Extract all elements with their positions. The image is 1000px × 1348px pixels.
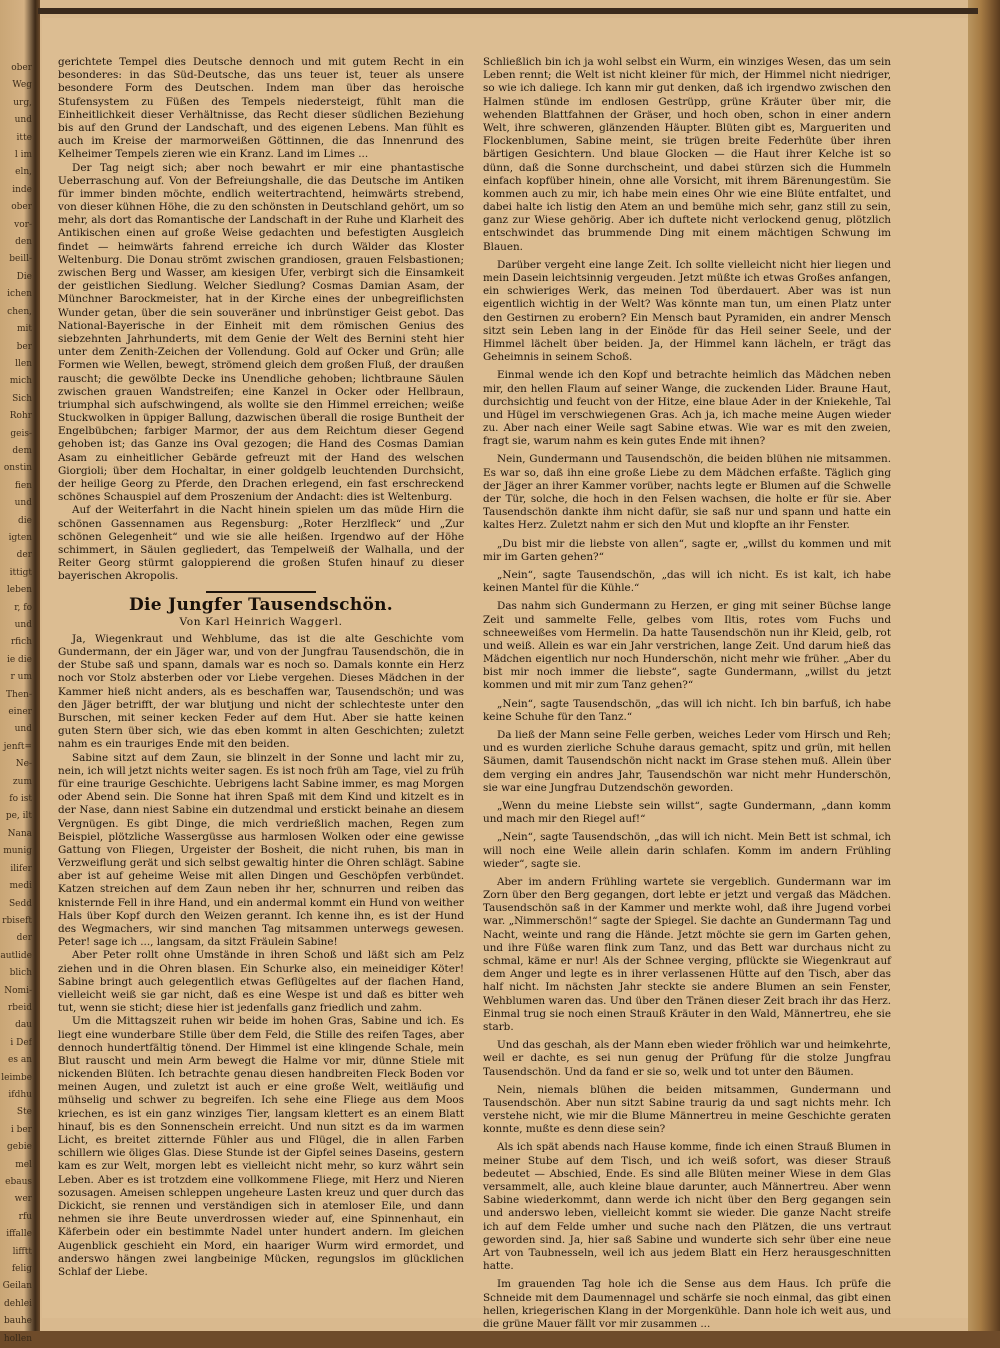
story-paragraph: Nein, niemals blühen die beiden mitsammen, Gundermann und Tausendschön. Aber nun sitzt Sabine traurig da und sagt nichts mehr. Ich verstehe nicht, wie mir die Blume Männertreu in meine Geschichte geraten konnte, mußte es denn diese sein?: [483, 1083, 891, 1136]
story-paragraph: Das nahm sich Gundermann zu Herzen, er ging mit seiner Büchse lange Zeit und sammelte Felle, gelbes vom Iltis, rotes vom Fuchs und schneeweißes vom Hermelin. Da hatte Tausendschön nun ihr Kleid, gelb, rot und weiß. Allein es war ein Jahr verstrichen, lange Zeit. Und darum hieß das Mädchen eigentlich nur noch Hunderschön, nicht mehr wie früher. „Aber du bist mir noch immer die liebste“, sagte Gundermann, „willst du jetzt kommen und mit mir zum Tanz gehen?“: [483, 600, 891, 692]
story-paragraph: Einmal wende ich den Kopf und betrachte heimlich das Mädchen neben mir, den hellen Flaum auf seiner Wange, die zuckenden Lider. Braune Haut, durchsichtig und feucht von der Hitze, eine blaue Ader in der Kniekehle, Tal und Hügel im verschwiegenen Gras. Ach ja, ich mache meine Augen wieder zu. Aber nach einer Weile sagt Sabine etwas. Wie war es mit den zweien, fragt sie, warum nahm es kein gutes Ende mit ihnen?: [483, 369, 891, 448]
margin-fragment: rbiseft: [2, 915, 32, 926]
margin-fragment: inde: [12, 184, 32, 195]
story-paragraph: Um die Mittagszeit ruhen wir beide im hohen Gras, Sabine und ich. Es liegt eine wunderbare Stille über dem Feld, die Stille des reifen Tages, aber dennoch hundertfältig tönend. Der Himmel ist eine klingende Schale, mein Blut rauscht und mein Arm bewegt die Halme vor mir, dünne Stiele mit nickenden Blüten. Ich betrachte genau diesen handbreiten Fleck Boden vor meinen Augen, und zuletzt ist auch er eine große Welt, weitläufig und mühselig und schwer zu begreifen. Ich sehe eine Fliege aus dem Moos kriechen, es ist ein ganz winziges Tier, langsam klettert es an einem Blatt hinauf, bis es den Sonnenschein erreicht. Und nun sitzt es da im warmen Licht, es breitet zitternde Fühler aus und Flügel, die in allen Farben schillern wie öliges Glas. Diese Stunde ist der Gipfel seines Daseins, gestern kam es zur Welt, morgen lebt es vielleicht nicht mehr, so kurz währt sein Leben. Aber es ist trotzdem eine vollkommene Fliege, mit Herz und Nieren sozusagen. Ameisen schleppen ungeheure Lasten kreuz und quer durch das Dickicht, sie rennen und verständigen sich in atemloser Eile, und dann nehmen sie ihre Beute unverdrossen wieder auf, eine Spinnenhaut, ein Käferbein oder ein bestimmte Nadel unter hundert andern. Im gleichen Augenblick geschieht ein Mord, ein haariger Wurm wird ermordet, und anderswo hängen zwei langbeinige Mücken, regungslos im glücklichen Schlaf der Liebe.: [58, 1015, 464, 1278]
margin-fragment: i ber: [10, 1124, 32, 1135]
margin-fragment: gebie: [6, 1142, 32, 1153]
top-rule: [38, 8, 978, 14]
margin-fragment: ittigt: [9, 567, 32, 578]
margin-fragment: blich: [9, 968, 32, 979]
story-paragraph: Und das geschah, als der Mann eben wieder fröhlich war und heimkehrte, weil er dachte, es sei nun genug der Prüfung für die stolze Jungfrau Tausendschön. Und da fand er sie so, welk und tot unter den Bäumen.: [483, 1039, 891, 1078]
margin-fragment: vor-: [14, 219, 32, 230]
margin-fragment: munig: [3, 846, 32, 857]
margin-fragment: rbeid: [7, 1002, 32, 1013]
margin-fragment: geis-: [10, 428, 32, 439]
margin-fragment: r um: [10, 672, 32, 683]
margin-fragment: r, fo: [14, 602, 32, 613]
margin-fragment: beill-: [9, 254, 32, 265]
margin-fragment: leben: [6, 585, 32, 596]
margin-fragment: und: [14, 620, 32, 630]
margin-fragment: autlide: [0, 950, 32, 961]
margin-fragment: mit: [16, 324, 32, 335]
margin-fragment: jenft=: [3, 741, 32, 752]
margin-fragment: Weg: [12, 80, 32, 91]
margin-fragment: der: [16, 933, 32, 944]
margin-fragment: itte: [16, 132, 32, 143]
story-paragraph: Aber Peter rollt ohne Umstände in ihren Schoß und läßt sich am Pelz ziehen und in die Ohren blasen. Ein Schurke also, ein meineidiger Köter! Sabine bringt auch gelegentlich etwas Geflügeltes auf der flachen Hand, vielleicht weiß sie gar nicht, daß es eine Wespe ist und daß es bitter weh tut, wenn sie sticht; diese hier ist jedenfalls ganz friedlich und zahm.: [58, 949, 464, 1015]
story-title: Die Jungfer Tausendschön.: [128, 594, 394, 615]
story-paragraph: „Nein“, sagte Tausendschön, „das will ich nicht. Ich bin barfuß, ich habe keine Schuhe für den Tanz.“: [483, 697, 891, 723]
margin-fragment: Nana: [7, 828, 32, 839]
story-paragraph: Als ich spät abends nach Hause komme, finde ich einen Strauß Blumen in meiner Stube auf dem Tisch, und ich weiß sofort, was dieser Strauß bedeutet — Abschied, Ende. Es sind alle Blüten meiner Wiese in dem Glas versammelt, alle, auch kleine blaue darunter, auch Männertreu. Aber wenn Sabine wiederkommt, dann werde ich nicht über den Berg gegangen sein und anderswo leben, vielleicht kommt sie wieder. Die ganze Nacht streife ich auf dem Felde umher und suche nach den Plätzen, die uns vertraut geworden sind. Ja, hier saß Sabine und wunderte sich sehr über eine neue Art von Taubnesseln, weil ich aus jedem Blatt ein Herz herausgeschnitten hatte.: [483, 1141, 891, 1273]
story-paragraph: Nein, Gundermann und Tausendschön, die beiden blühen nie mitsammen. Es war so, daß ihn eine große Liebe zu dem Mädchen erfaßte. Täglich ging der Jäger an ihrer Kammer vorüber, nachts legte er Blumen auf die Schwelle der Tür, solche, die hoch in den Felsen wachsen, die holte er für sie. Aber Tausendschön dankte ihm nicht dafür, sie saß nur und spann und hatte ein kaltes Herz. Zuletzt nahm er sich den Mut und klopfte an ihr Fenster.: [483, 453, 891, 532]
story-paragraph: Darüber vergeht eine lange Zeit. Ich sollte vielleicht nicht hier liegen und mein Dasein leichtsinnig vergeuden. Jetzt müßte ich etwas Großes anfangen, ein schwieriges Werk, das meinen Tod überdauert. Aber was ist nun eigentlich wichtig in der Welt? Was könnte man tun, um einen Platz unter den Gestirnen zu erobern? Ein Mensch baut Pyramiden, ein andrer Mensch sitzt sein Leben lang in der Einöde für das Heil seiner Seele, und der Himmel lächelt über beiden. Ja, der Himmel kann lächeln, er trägt das Geheimnis in seinem Schoß.: [483, 258, 891, 364]
margin-fragment: llen: [15, 358, 32, 369]
margin-fragment: ebaus: [5, 1177, 32, 1187]
margin-fragment: hollen: [3, 1333, 32, 1344]
left-column: [58, 56, 464, 1279]
margin-fragment: pe, ilt: [5, 811, 32, 822]
margin-fragment: mel: [15, 1159, 32, 1170]
margin-fragment: dehlei: [4, 1298, 32, 1309]
story-paragraph: „Wenn du meine Liebste sein willst“, sagte Gundermann, „dann komm und mach mir den Riegel auf!“: [483, 799, 891, 826]
intro-paragraph: Der Tag neigt sich; aber noch bewahrt er mir eine phantastische Ueberraschung auf. Von der Befreiungshalle, die das Deutsche im Antiken für immer binden möchte, endlich weitertrachtend, heimwärts strebend, von dieser kühnen Höhe, die zu den schönsten in Deutschland gehört, um so mehr, als dort das Romantische der Landschaft in der Ruhe und Klarheit des Antikischen einen auf große Weise gedachten und befestigten Ausgleich findet — heimwärts fahrend erreiche ich durch Wälder das Kloster Weltenburg. Die Donau strömt zwischen grandiosen, grauen Felsbastionen; zwischen Berg und Wasser, am kiesigen Ufer, verbirgt sich die Einsamkeit der geistlichen Siedlung. Welcher Siedlung? Cosmas Damian Asam, der Münchner Barockmeister, hat in der Kirche eines der unbegreiflichsten Wunder getan, über die sein souveräner und inbrünstiger Geist gebot. Das National-Bayerische in der Einheit mit dem römischen Genius des siebzehnten Jahrhunderts, mit dem Genie der Welt des Bernini steht hier unter dem Zenith-Zeichen der Vollendung. Gold auf Ocker und Grün; alle Formen wie Wellen, bewegt, strömend gleich dem großen Fluß, der draußen rauscht; die gewölbte Decke ins Unendliche gehoben; lichtbraune Säulen zwischen grauen Wandstreifen; eine Kanzel in Ocker oder Hellbraun, triumphal sich aufschwingend, als wollte sie den Himmel erreichen; weiße Stuckwolken in üppiger Ballung, dazwischen überall die rosige Buntheit der Engelbübchen; farbiger Marmor, der aus dem Reichtum dieser Gegend gehoben ist; das Ganze ins Oval gezogen; die Hand des Cosmas Damian Asam zu einheitlicher Gebärde gefreuzt mit der Hand des welschen Giorgioli; über dem Hochaltar, in einer goldgelb leuchtenden Durchsicht, der heilige Georg zu Pferde, den Drachen erlegend, ein fast erschreckend schönes Schauspiel auf dem Proszenium der Andacht: dies ist Weltenburg.: [58, 161, 464, 504]
margin-fragment: die: [18, 515, 32, 526]
margin-fragment: ichen: [7, 289, 32, 300]
margin-fragment: und: [14, 115, 32, 126]
margin-fragment: und: [14, 498, 32, 509]
margin-fragment: und: [14, 724, 32, 735]
margin-fragment: dem: [12, 445, 32, 456]
margin-fragment: Sedd: [8, 898, 32, 909]
story-paragraph: Da ließ der Mann seine Felle gerben, weiches Leder vom Hirsch und Reh; und es wurden zierliche Schuhe daraus gemacht, spitz und grün, mit hellen Säumen, damit Tausendschön nicht nackt im Grase stehen muß. Allein über dem verging ein andres Jahr, Tausendschön war nicht mehr Hunderschön, sie war eine Jungfrau Dutzendschön geworden.: [483, 729, 891, 794]
story-byline: Von Karl Heinrich Waggerl.: [179, 615, 343, 628]
story-paragraph: „Nein“, sagte Tausendschön, „das will ich nicht. Mein Bett ist schmal, ich will noch eine Weile allein darin schlafen. Komm im andern Frühling wieder“, sagte sie.: [483, 831, 891, 870]
margin-fragment: ober: [11, 202, 32, 213]
margin-fragment: fien: [14, 480, 32, 491]
margin-fragment: Ste: [16, 1107, 32, 1118]
margin-fragment: medi: [9, 881, 32, 892]
margin-fragment: l im: [14, 150, 32, 161]
right-column: [483, 56, 891, 1331]
margin-fragment: Sich: [12, 393, 32, 404]
left-margin-fragments: [0, 60, 32, 1348]
intro-paragraph: gerichtete Tempel dies Deutsche dennoch und mit gutem Recht in ein besonderes: in das Süd-Deutsche, das uns teuer ist, teuer als unsere besondere Form des Deutschen. Indem man über das heroische Stufensystem zu Füßen des Tempels niedersteigt, fühlt man die Einheitlichkeit dieser Verhältnisse, das Recht dieser südlichen Beziehung bis auf den Grund der Landschaft, und des eigenen Lebens. Man fühlt es auch im Kreise der marmorweißen Göttinnen, die das Innenrund des Kelheimer Tempels zieren wie ein Kranz. Land im Limes ...: [58, 56, 464, 161]
margin-fragment: ilifer: [10, 863, 32, 874]
margin-fragment: eln,: [15, 167, 32, 178]
margin-fragment: fo ist: [9, 794, 32, 805]
margin-fragment: lifftt: [12, 1246, 32, 1257]
margin-fragment: Geilan: [2, 1281, 32, 1292]
story-paragraph: Ja, Wiegenkraut und Wehblume, das ist die alte Geschichte vom Gundermann, der ein Jäger war, und von der Jungfrau Tausendschön, die in der Stube saß und spann, damals war es noch so. Damals konnte ein Herz noch vor Stolz absterben oder vor Liebe vergehen. Dieses Mädchen in der Kammer hieß nicht anders, als es beschaffen war, Tausendschön; und was den Jäger betrifft, der war blutjung und nicht der schlechteste unter den Burschen, mit seiner kecken Feder auf dem Hut. Aber sie hatte keinen guten Stern über sich, wie das eben kommt in alten Geschichten; zuletzt nahm es ein trauriges Ende mit den beiden.: [58, 632, 464, 751]
margin-fragment: den: [15, 237, 32, 248]
margin-fragment: einer: [8, 707, 32, 718]
margin-fragment: ober: [11, 63, 32, 73]
margin-fragment: dau: [15, 1020, 32, 1031]
margin-fragment: leimbe: [1, 1072, 32, 1083]
intro-article: [58, 56, 464, 584]
story-paragraph: Im grauenden Tag hole ich die Sense aus dem Haus. Ich prüfe die Schneide mit dem Daumennagel und schärfe sie noch einmal, das gibt einen hellen, kriegerischen Klang in der Morgenkühle. Dann hole ich weit aus, und die grüne Mauer fällt vor mir zusammen ...: [483, 1278, 891, 1330]
margin-fragment: rfu: [18, 1211, 32, 1222]
margin-fragment: Then-: [6, 689, 32, 700]
story-paragraph: „Nein“, sagte Tausendschön, „das will ich nicht. Es ist kalt, ich habe keinen Mantel für die Kühle.“: [483, 568, 891, 595]
margin-fragment: Die: [16, 271, 32, 282]
margin-fragment: bauhe: [3, 1316, 32, 1327]
margin-fragment: felig: [11, 1264, 32, 1275]
section-divider: [206, 591, 316, 593]
margin-fragment: der: [16, 550, 32, 561]
story-text-left: [58, 633, 464, 1279]
margin-fragment: es an: [8, 1055, 32, 1066]
intro-paragraph: Auf der Weiterfahrt in die Nacht hinein spielen um das müde Hirn die schönen Gassennamen aus Regensburg: „Roter Herzlfleck“ und „Zur schönen Gelegenheit“ und wie sie alle heißen. Irgendwo auf der Höhe schimmert, in Säulen gegliedert, das Tempelweiß der Walhalla, und der Reiter Georg stürmt galoppierend die großen Stufen hinauf zu dieser bayerischen Akropolis.: [58, 504, 464, 583]
right-page-edge: [968, 0, 1000, 1331]
margin-fragment: igten: [8, 532, 32, 543]
margin-fragment: ber: [16, 341, 32, 352]
margin-fragment: Rohr: [9, 411, 32, 422]
story-paragraph: „Du bist mir die liebste von allen“, sagte er, „willst du kommen und mit mir im Garten gehen?“: [483, 537, 891, 563]
margin-fragment: zum: [12, 776, 32, 787]
margin-fragment: Nomi-: [4, 985, 32, 996]
margin-fragment: urg,: [13, 97, 32, 108]
margin-fragment: i Def: [10, 1037, 32, 1048]
margin-fragment: ie die: [6, 654, 32, 665]
margin-fragment: wer: [14, 1194, 32, 1205]
margin-fragment: rfich: [10, 637, 32, 648]
margin-fragment: Ne-: [15, 759, 32, 770]
story-paragraph: Schließlich bin ich ja wohl selbst ein Wurm, ein winziges Wesen, das um sein Leben rennt; die Welt ist nicht kleiner für mich, der Himmel nicht niedriger, so wie ich daliege. Ich kann mir gut denken, daß ich irgendwo zwischen den Halmen stünde im endlosen Gestrüpp, grüne Kräuter über mir, die wehenden Blattfahnen der Gräser, und hoch oben, schon in einer andern Welt, ihre schweren, glänzenden Häupter. Blüten gibt es, Margueriten und Flockenblumen, Sabine meint, sie trügen breite Federhüte über ihren bärtigen Gesichtern. Und blaue Glocken — die Haut ihrer Kelche ist so dünn, daß die Sonne durchscheint, und dabei stürzen sich die Hummeln einfach kopfüber hinein, ohne alle Vorsicht, mit ihrem Bärenungestüm. Sie kommen auch zu mir, ich habe mein eines Ohr wie eine Blüte entfaltet, und dabei halte ich listig den Atem an und bemühe mich sehr, ganz still zu sein, ganz zur Wiese gehörig. Aber ich duftete nicht verlockend genug, plötzlich entschwindet das brummende Ding mit einem mächtigen Schwung im Blauen.: [483, 56, 891, 253]
margin-fragment: iffalle: [6, 1229, 32, 1240]
margin-fragment: onstin: [3, 463, 32, 474]
margin-fragment: ifdhu: [8, 1089, 32, 1100]
margin-fragment: chen,: [7, 306, 32, 317]
story-paragraph: Sabine sitzt auf dem Zaun, sie blinzelt in der Sonne und lacht mir zu, nein, ich will jetzt nichts weiter sagen. Es ist noch früh am Tage, viel zu früh für eine traurige Geschichte. Uebrigens lacht Sabine immer, es mag Morgen oder Abend sein. Die Sonne hat ihren Spaß mit dem Kind und kitzelt es in der Nase, dann niest Sabine ein dutzendmal und erstickt beinahe an diesem Vergnügen. Es gibt Dinge, die mich verdrießlich machen, Regen zum Beispiel, plötzliche Wassergüsse aus harmlosen Wolken oder eine gewisse Gattung von Fliegen, Urgeister der Bosheit, die nicht ruhen, bis man in Verzweiflung gerät und sich selbst gewaltig hinter die Ohren schlägt. Sabine aber ist auf geheime Weise mit allen Dingen und Geschöpfen verbündet. Katzen streichen auf dem Zaun neben ihr her, schnurren und reiben das knisternde Fell in ihre Hand, und ein andermal kommt ein Hund von weither Hals über Kopf durch den Weizen gerannt. Ich kenne ihn, es ist der Hund des Wegmachers, wir sind manchen Tag mitsammen unterwegs gewesen. Peter! sage ich ..., langsam, da sitzt Fräulein Sabine!: [58, 751, 464, 949]
margin-fragment: mich: [9, 376, 32, 387]
story-paragraph: Aber im andern Frühling wartete sie vergeblich. Gundermann war im Zorn über den Berg gegangen, dort lebte er jetzt und vergaß das Mädchen. Tausendschön saß in der Kammer und merkte wohl, daß ihre Jugend vorbei war. „Nimmerschön!“ sagte der Spiegel. Sie dachte an Gundermann Tag und Nacht, weinte und rang die Hände. Jetzt möchte sie gern im Garten gehen, und ihre Füße waren flink zum Tanz, und das Bett war durchaus nicht zu schmal, käme er nur! Als der Schnee verging, pflückte sie Wiegenkraut auf dem Anger und legte es in ihrer verlassenen Hütte auf den Tisch, aber das half nicht. Im nächsten Jahr steckte sie andere Blumen an sein Fenster, Wehblumen waren das. Und über den Tränen dieser Zeit brach ihr das Herz. Einmal trug sie noch einen Strauß Kräuter in den Wald, Männertreu, ehe sie starb.: [483, 875, 891, 1033]
